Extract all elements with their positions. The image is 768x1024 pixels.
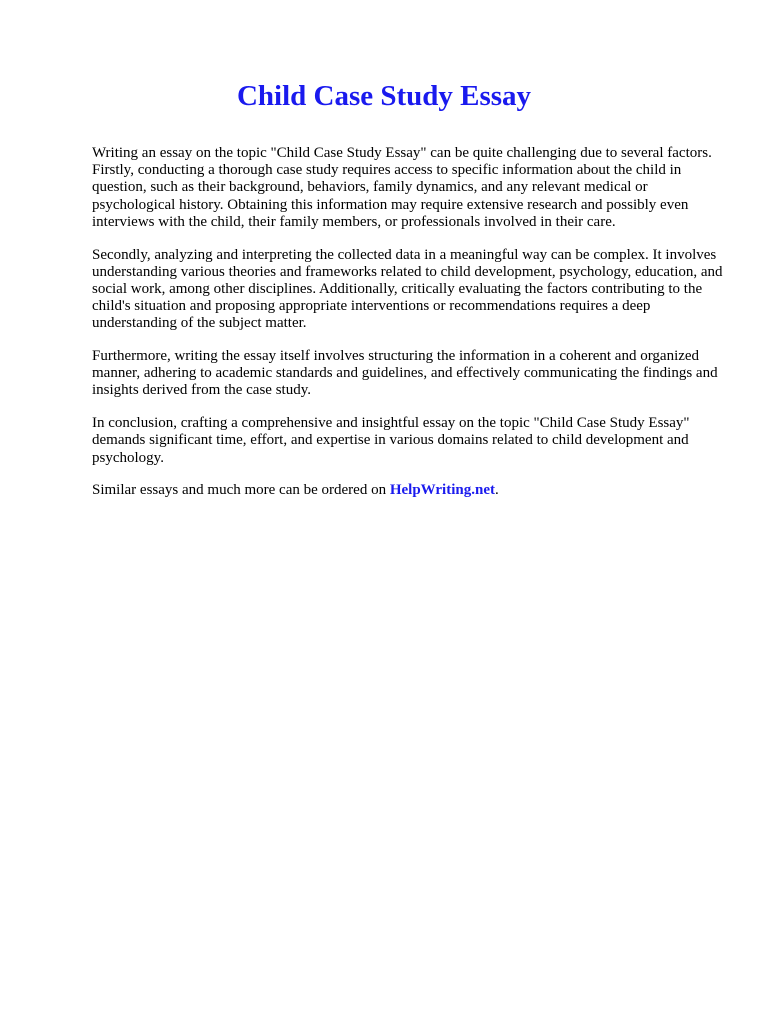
paragraph-analysis: Secondly, analyzing and interpreting the collected data in a meaningful way can be complex. It involves understanding various theories and frameworks related to child development, psychology, education, and social work, among other disciplines. Additionally, critically evaluating the factors contributing to the child's situation and proposing appropriate interventions or recommendations requires a deep understanding of the subject matter. <box>92 246 723 332</box>
essay-body <box>92 145 732 515</box>
footer-line <box>92 482 732 499</box>
helpwriting-link[interactable]: HelpWriting.net <box>389 482 495 499</box>
paragraph-writing: Furthermore, writing the essay itself involves structuring the information in a coherent and organized manner, adhering to academic standards and guidelines, and effectively communicating the findings and insights derived from the case study. <box>92 348 718 399</box>
footer-prefix: Similar essays and much more can be ordered on <box>92 482 390 499</box>
footer-suffix: . <box>494 482 499 499</box>
page-title: Child Case Study Essay <box>236 80 532 112</box>
paragraph-conclusion: In conclusion, crafting a comprehensive and insightful essay on the topic "Child Case Study Essay" demands significant time, effort, and expertise in various domains related to child development and psychology. <box>92 415 690 466</box>
paragraph-intro: Writing an essay on the topic "Child Case Study Essay" can be quite challenging due to several factors. Firstly, conducting a thorough case study requires access to specific information about the child in question, such as their background, behaviors, family dynamics, and any relevant medical or psychological history. Obtaining this information may require extensive research and possibly even interviews with the child, their family members, or professionals involved in their care. <box>92 145 712 230</box>
